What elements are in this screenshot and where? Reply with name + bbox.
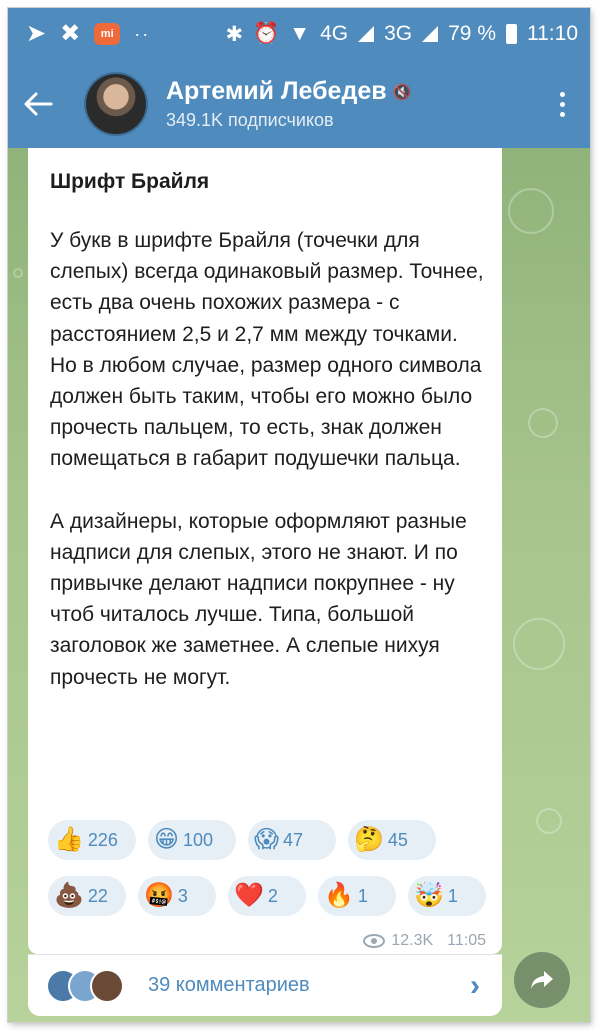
network-3g-label: 3G: [384, 22, 413, 45]
mi-app-icon: mi: [94, 23, 120, 45]
send-icon: ➤: [26, 20, 47, 47]
reaction-scream[interactable]: 😱 47: [248, 820, 336, 860]
phone-screen: [8, 8, 590, 1022]
comments-count: 39 комментариев: [148, 974, 310, 996]
post-meta: [363, 932, 486, 950]
network-4g-label: 4G: [320, 22, 349, 45]
signal-icon-2: [422, 26, 438, 42]
post-paragraph: А дизайнеры, которые оформляют разные надписи для слепых, этого не знают. И по привычке делают надписи покрупнее - ну чтоб читалось лучше. Типа, большой заголовок же заметнее. А слепые нихуя прочесть не могут.: [50, 509, 467, 689]
eye-icon: [363, 934, 385, 948]
post-title: Шрифт Брайля: [50, 170, 210, 193]
commenter-avatars: [46, 969, 112, 1003]
share-arrow-icon: [529, 969, 555, 991]
status-bar: [8, 8, 590, 60]
battery-percent: 79 %: [448, 22, 496, 45]
clock: 11:10: [527, 22, 578, 45]
share-button[interactable]: [514, 952, 570, 1008]
reaction-exploding-head[interactable]: 🤯 1: [408, 876, 486, 916]
channel-title: Артемий Лебедев: [166, 77, 387, 105]
post-time: 11:05: [447, 932, 486, 949]
post-paragraph: У букв в шрифте Брайля (точечки для слепых) всегда одинаковый размер. Точнее, есть два очень похожих размера - с расстоянием 2,5 и 2,7 мм между точками. Но в любом случае, размер одного символа должен быть таким, чтобы его можно было прочесть пальцем, то есть, знак должен помещаться в габарит подушечки пальца.: [50, 229, 484, 471]
reaction-cursing[interactable]: 🤬 3: [138, 876, 216, 916]
reaction-grin[interactable]: 😁 100: [148, 820, 236, 860]
post-message[interactable]: [28, 148, 502, 954]
reaction-heart[interactable]: ❤️ 2: [228, 876, 306, 916]
avatar: [90, 969, 124, 1003]
more-notifications-icon: ··: [134, 23, 151, 44]
battery-icon: [506, 24, 517, 44]
bluetooth-icon: ✱: [225, 22, 244, 46]
wifi-icon: ▼: [289, 22, 311, 45]
reaction-thumbs-up[interactable]: 👍 226: [48, 820, 136, 860]
chevron-right-icon: ›: [470, 968, 480, 1002]
cross-icon: ✖: [60, 20, 81, 47]
view-count: 12.3K: [391, 932, 434, 949]
mute-icon: 🔇: [392, 83, 412, 101]
chat-header: [8, 60, 590, 148]
channel-avatar[interactable]: [84, 72, 148, 136]
subscriber-count: 349.1K подписчиков: [166, 110, 334, 130]
reaction-thinking[interactable]: 🤔 45: [348, 820, 436, 860]
comments-button[interactable]: [28, 954, 502, 1016]
reaction-poop[interactable]: 💩 22: [48, 876, 126, 916]
more-menu-icon[interactable]: [534, 92, 590, 117]
reactions: [48, 820, 488, 932]
reaction-fire[interactable]: 🔥 1: [318, 876, 396, 916]
channel-info[interactable]: [166, 77, 411, 131]
alarm-icon: ⏰: [253, 22, 280, 45]
back-arrow-icon[interactable]: [8, 60, 68, 148]
signal-icon: [358, 26, 374, 42]
